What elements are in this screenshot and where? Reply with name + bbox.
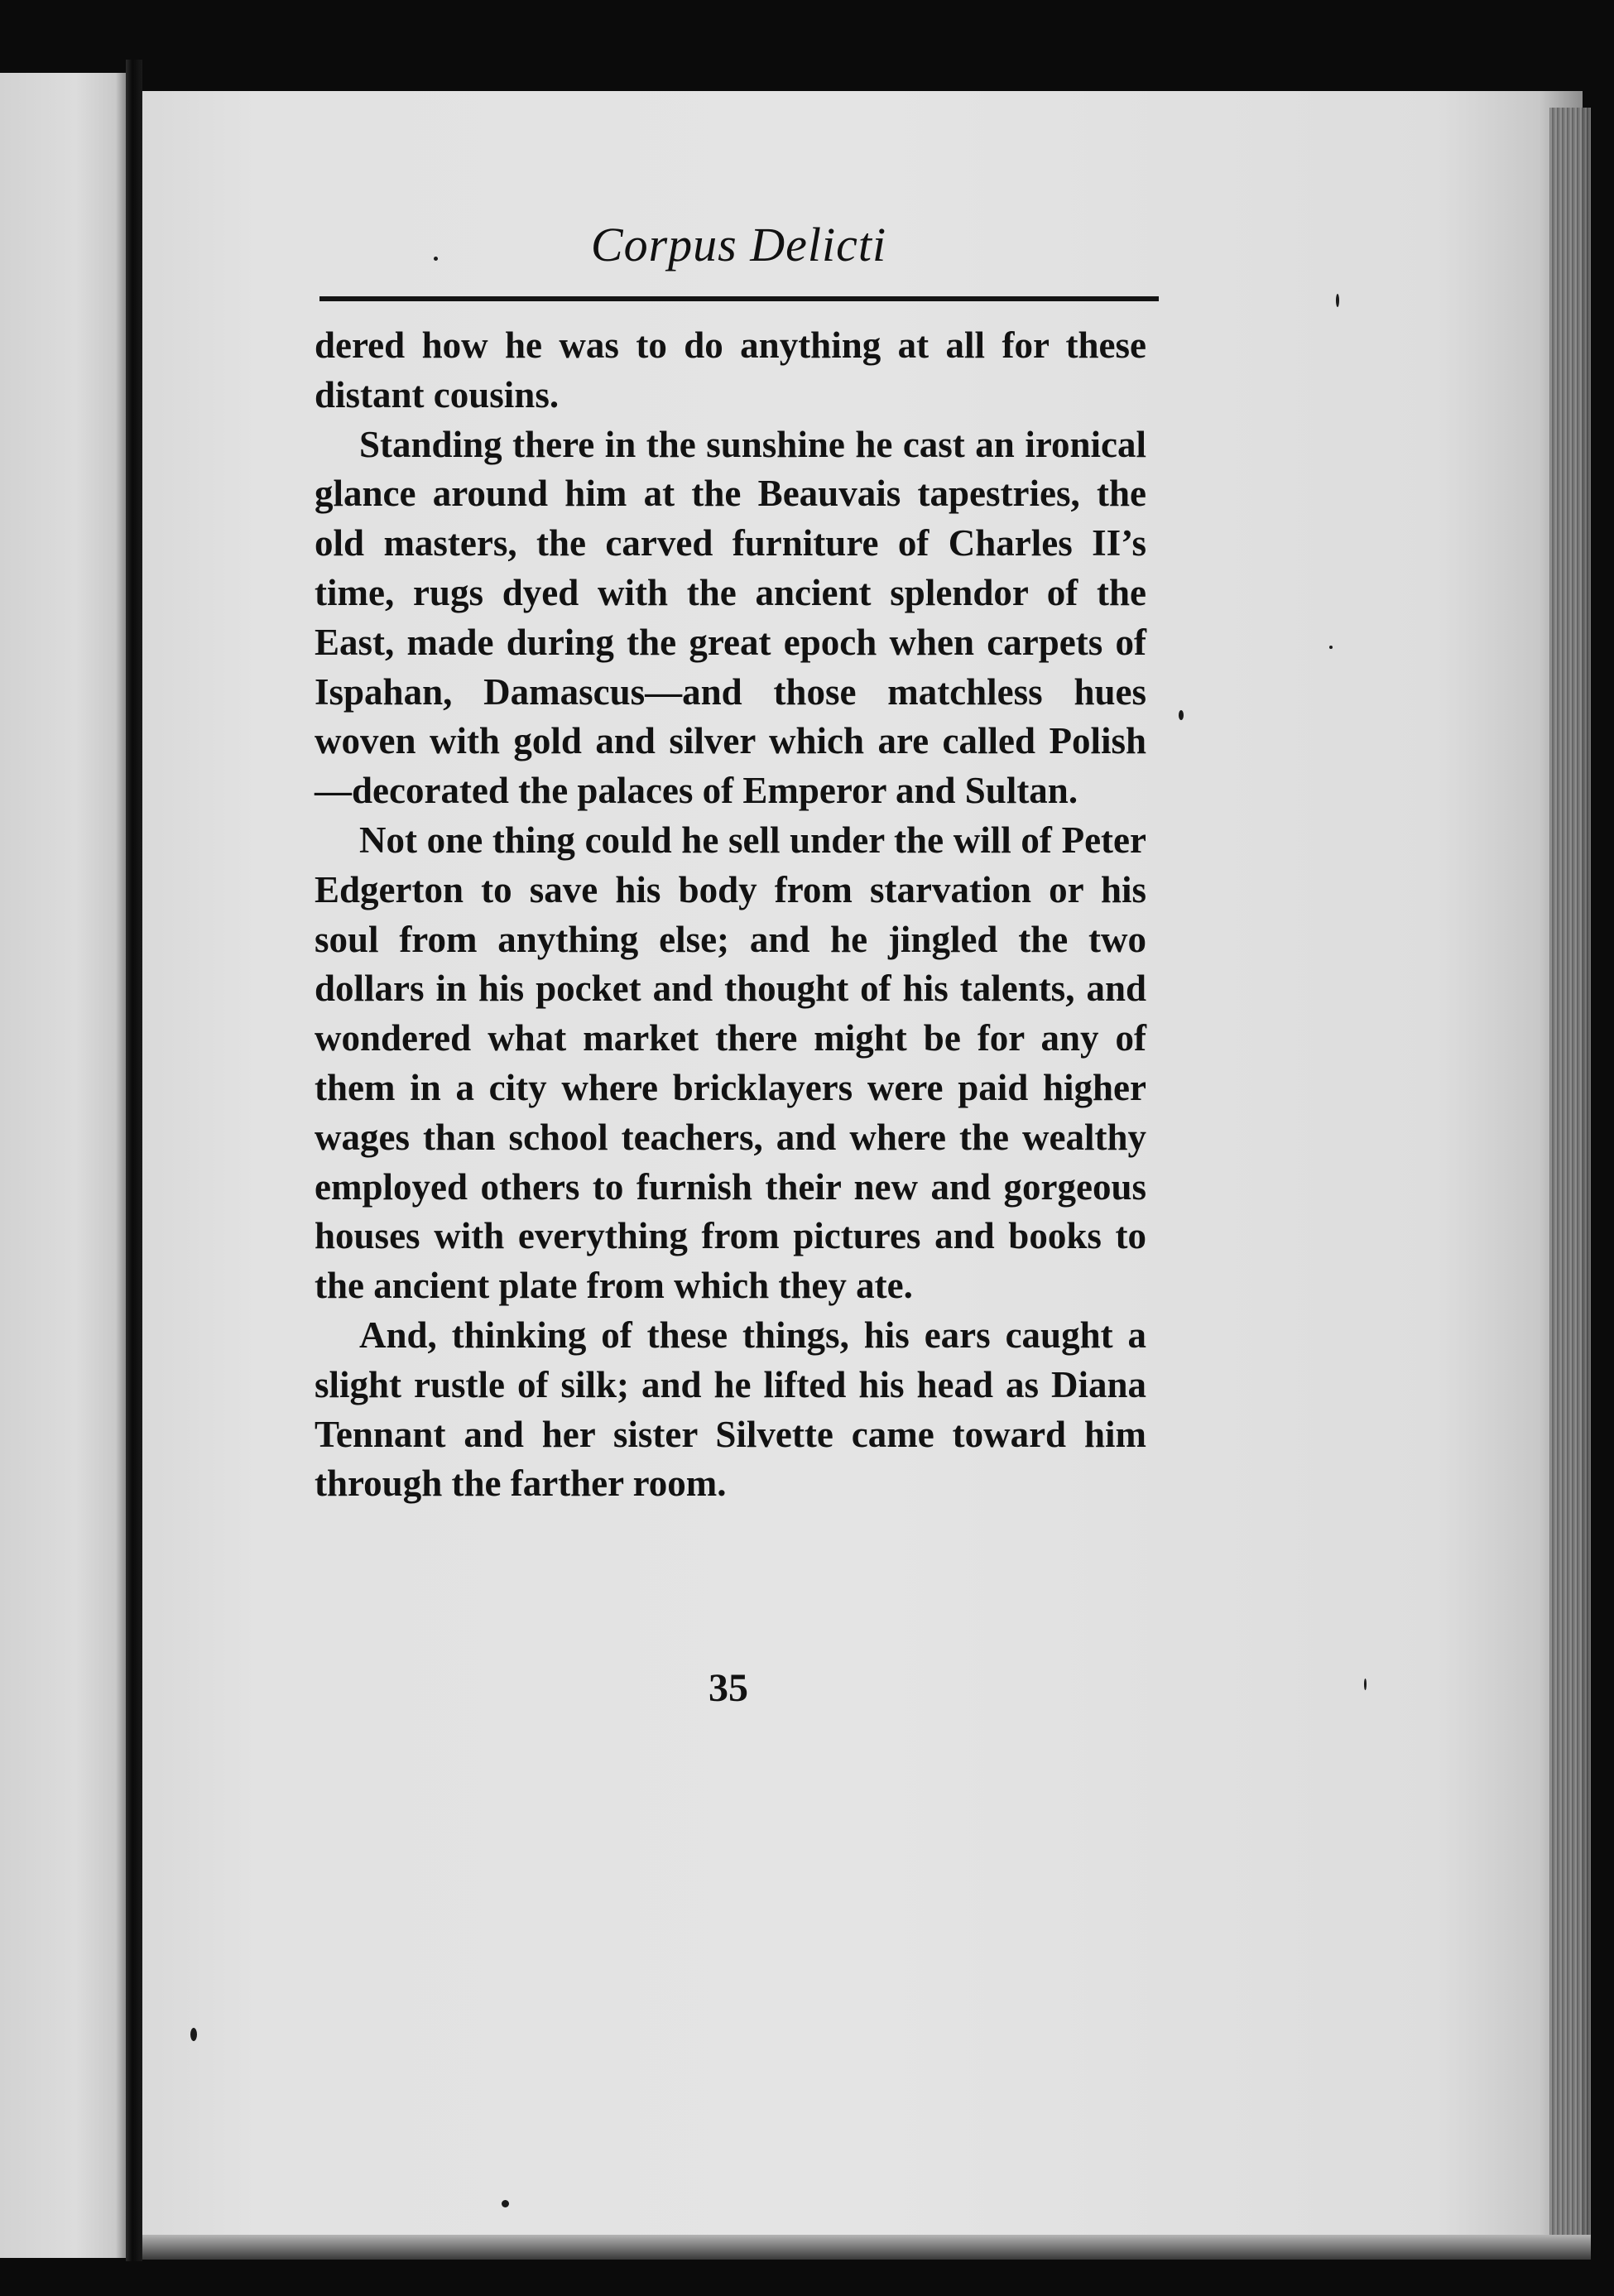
- paragraph: Standing there in the sunshine he cast an ironical glance around him at the Beauvais tapestries, the old masters, the carved furniture of Charles II’s time, rugs dyed with the ancient splendor of the East, made during the great epoch when carpets of Ispahan, Damascus—and those matchless hues woven with gold and silver which are called Polish—decorated the palaces of Emperor and Sultan.: [315, 423, 1146, 812]
- dust-speck: [502, 2200, 509, 2207]
- paragraph: Not one thing could he sell under the will of Peter Edgerton to save his body from starvation or his soul from anything else; and he jingled the two dollars in his pocket and thought of his talents, and wondered what market there might be for any of them in a city where bricklayers were paid higher wages than school teachers, and where the wealthy employed others to furnish their new and gorgeous houses with everything from pictures and books to the ancient plate from which they ate.: [315, 819, 1146, 1307]
- book-gutter: [126, 60, 142, 2261]
- dust-speck: [1364, 1679, 1367, 1690]
- page-edges: [1549, 108, 1591, 2251]
- page-bottom-edge: [142, 2235, 1591, 2260]
- paragraph: And, thinking of these things, his ears caught a slight rustle of silk; and he lifted his head as Diana Tennant and her sister Silvette came toward him through the farther room.: [315, 1314, 1146, 1505]
- dust-speck: [1329, 646, 1333, 649]
- dust-speck: [190, 2028, 197, 2041]
- dust-speck: [434, 257, 438, 261]
- header-rule: [319, 296, 1159, 301]
- dust-speck: [1336, 294, 1339, 307]
- dust-speck: [1179, 710, 1184, 720]
- paragraph-continued: dered how he was to do anything at all for these distant cousins.: [315, 324, 1146, 415]
- facing-page-edge: [0, 73, 126, 2258]
- body-text: [315, 321, 1146, 1509]
- page-number: 35: [709, 1666, 748, 1710]
- running-head: Corpus Delicti: [590, 218, 887, 271]
